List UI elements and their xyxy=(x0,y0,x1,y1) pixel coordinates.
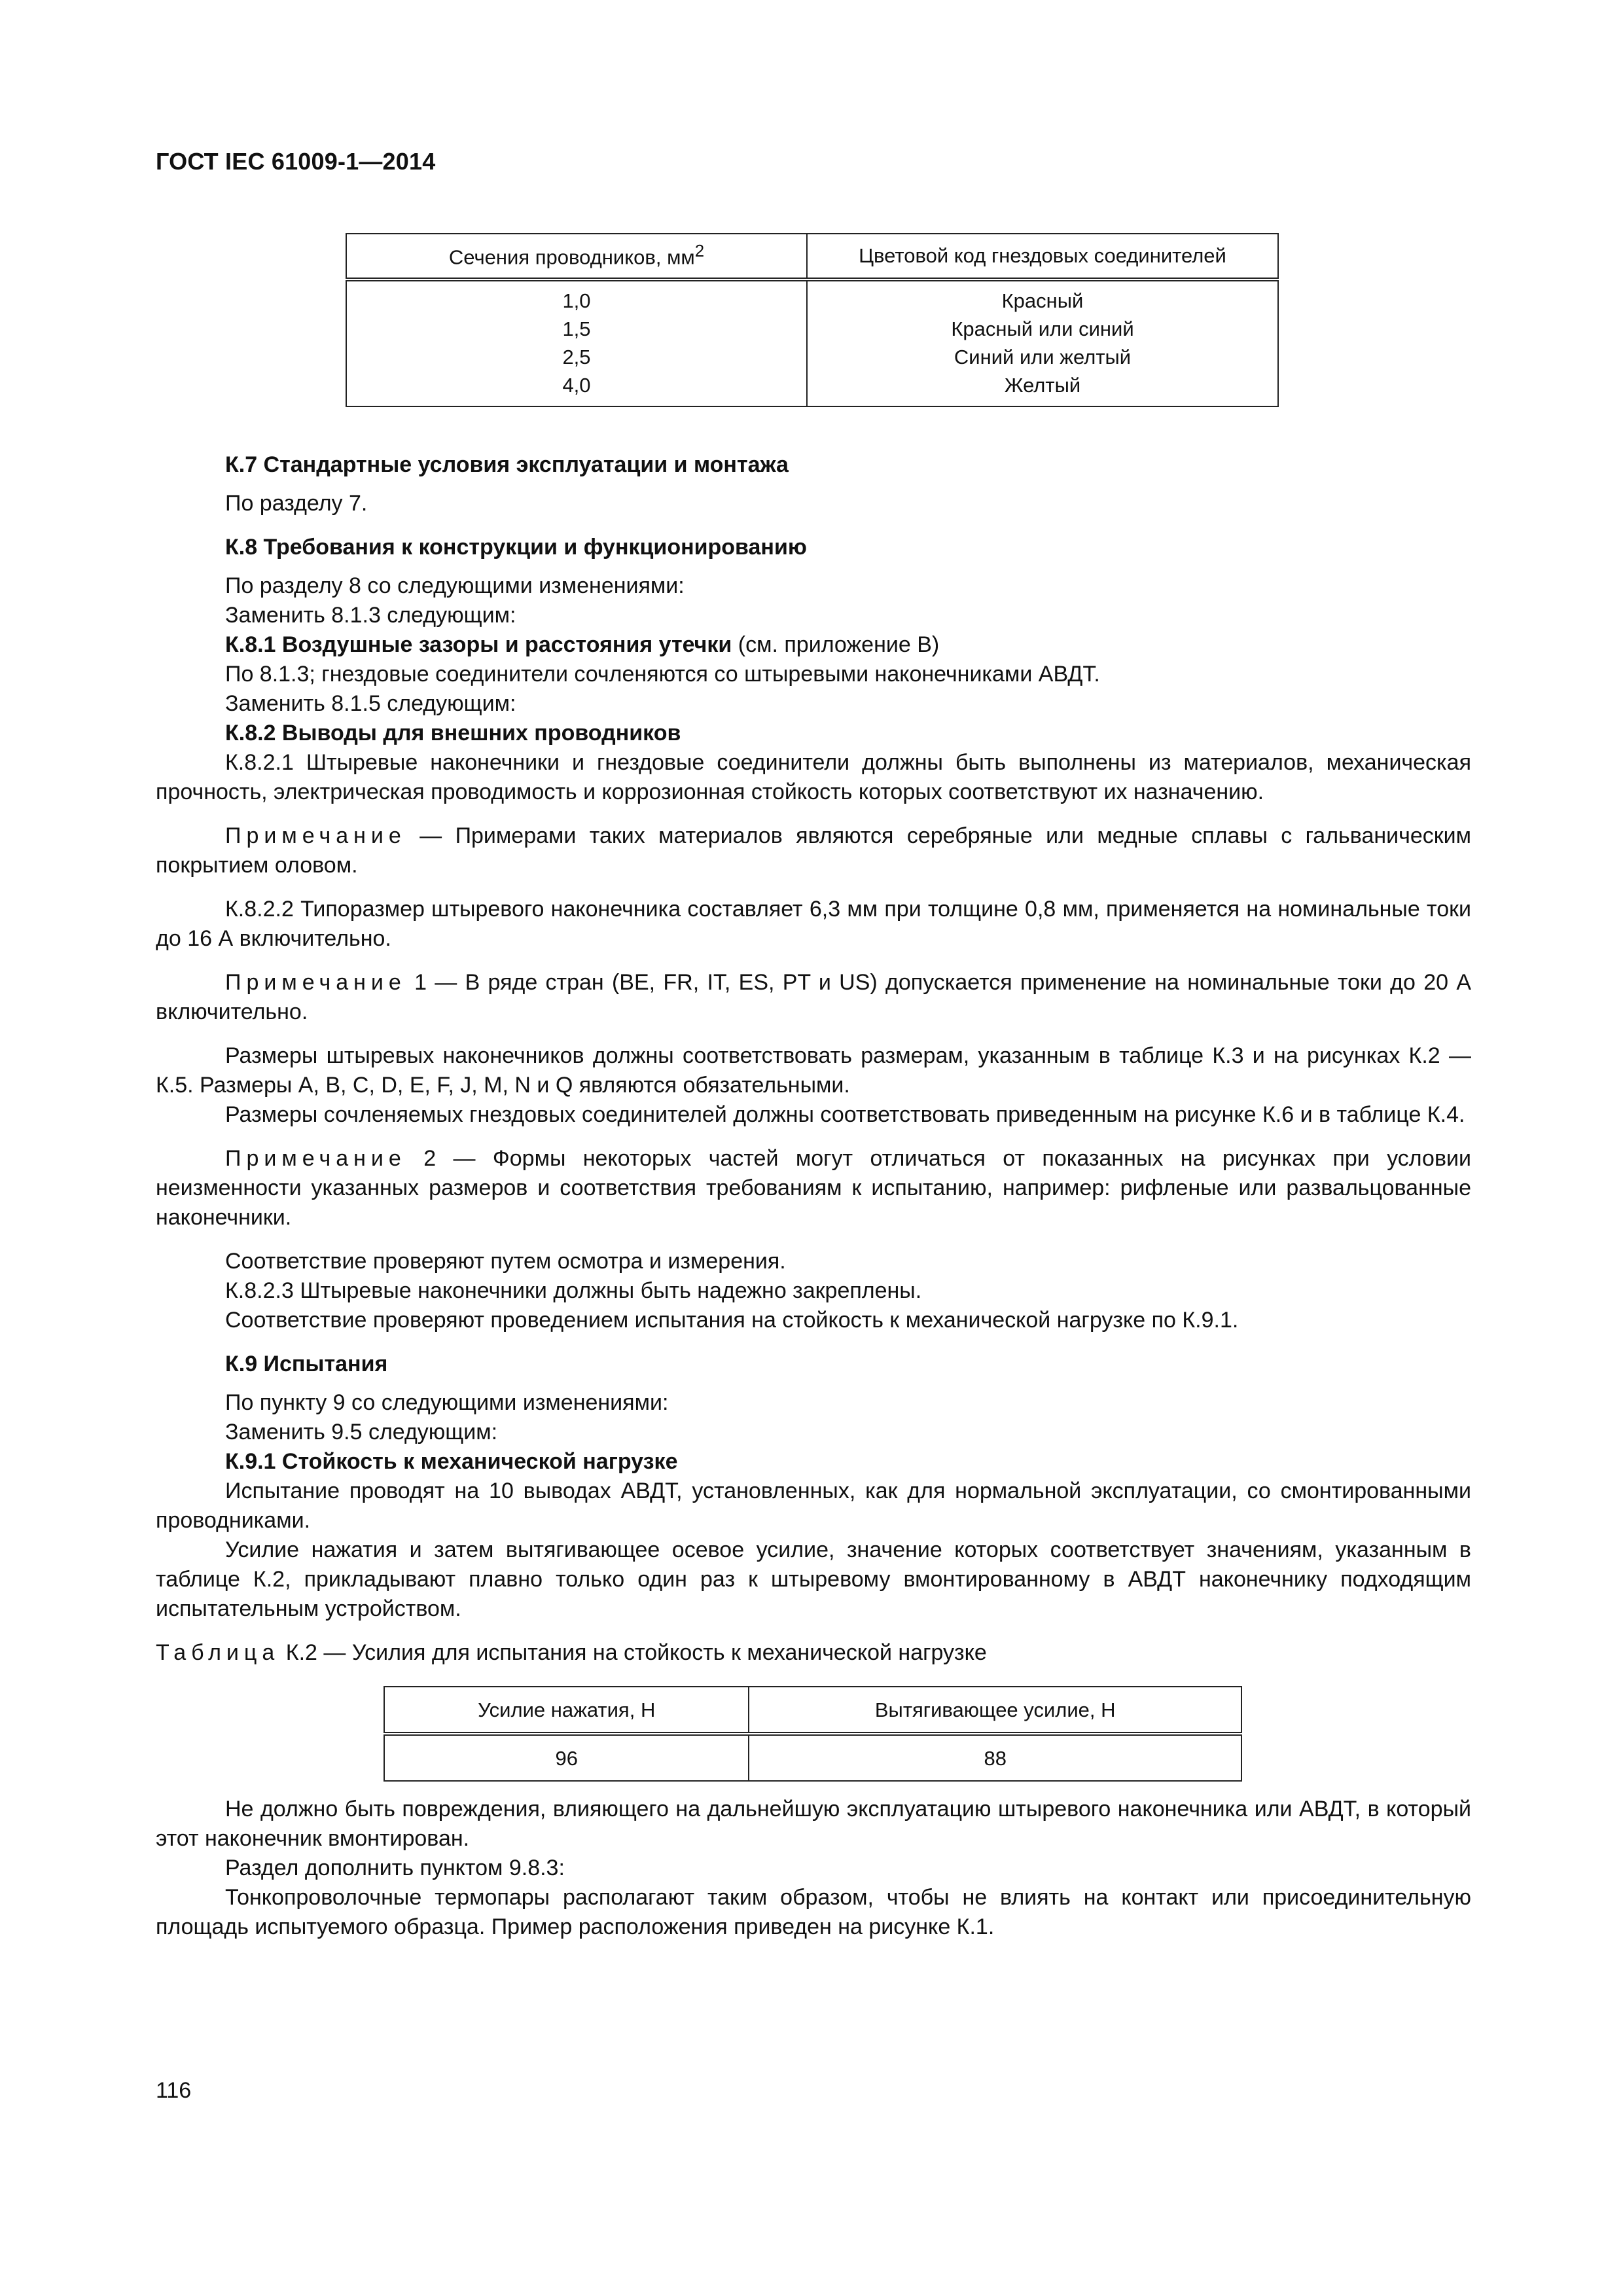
table2-push-value: 96 xyxy=(384,1734,749,1781)
paragraph: Заменить 9.5 следующим: xyxy=(225,1420,498,1444)
paragraph: Тонкопроволочные термопары располагают таким образом, чтобы не влиять на контакт или присоединительную площадь испытуемого образца. Пример расположения приведен на рисунке К.1. xyxy=(156,1885,1471,1939)
paragraph: Соответствие проверяют путем осмотра и измерения. xyxy=(225,1249,786,1274)
note-label: Примечание xyxy=(225,823,406,848)
table1-color-value: Красный xyxy=(1001,289,1084,312)
table-label: Таблица xyxy=(156,1640,280,1665)
paragraph: Усилие нажатия и затем вытягивающее осевое усилие, значение которых соответствует значениям, указанным в таблице К.2, прикладывают плавно только один раз к штыревому вмонтированному в АВДТ наконечнику подходящим испытательным устройством. xyxy=(156,1537,1471,1621)
table1-color-value: Красный или синий xyxy=(951,317,1134,340)
mechanical-load-table xyxy=(383,1686,1242,1782)
paragraph: По пункту 9 со следующими изменениями: xyxy=(225,1390,669,1415)
paragraph: Не должно быть повреждения, влияющего на дальнейшую эксплуатацию штыревого наконечника или АВДТ, в который этот наконечник вмонтирован. xyxy=(156,1797,1471,1851)
section-heading-k7: К.7 Стандартные условия эксплуатации и монтажа xyxy=(225,452,789,477)
table2-caption: Таблица К.2 — Усилия для испытания на стойкость к механической нагрузке xyxy=(156,1640,987,1665)
paragraph: По разделу 7. xyxy=(225,491,368,516)
paragraph: К.8.2.3 Штыревые наконечники должны быть надежно закреплены. xyxy=(225,1278,922,1303)
note-label: Примечание xyxy=(225,1146,406,1171)
paragraph: К.8.1 Воздушные зазоры и расстояния утечки (см. приложение В) xyxy=(225,632,940,657)
table1-colors-cell xyxy=(807,279,1278,406)
paragraph: Заменить 8.1.3 следующим: xyxy=(225,603,516,628)
table1-color-value: Синий или желтый xyxy=(954,346,1132,368)
paragraph: По 8.1.3; гнездовые соединители сочленяются со штыревыми наконечниками АВДТ. xyxy=(225,662,1100,687)
table2-header-push-force: Усилие нажатия, Н xyxy=(384,1687,749,1734)
paragraph: По разделу 8 со следующими изменениями: xyxy=(225,573,685,598)
document-header: ГОСТ IEC 61009-1—2014 xyxy=(156,148,436,175)
document-body xyxy=(156,450,1471,1942)
paragraph: К.8.2.1 Штыревые наконечники и гнездовые соединители должны быть выполнены из материалов, механическая прочность, электрическая проводимость и коррозионная стойкость которых соответствуют их назначению. xyxy=(156,750,1471,804)
paragraph: К.8.2.2 Типоразмер штыревого наконечника составляет 6,3 мм при толщине 0,8 мм, применяется на номинальные токи до 16 А включительно. xyxy=(156,897,1471,951)
table1-section-value: 4,0 xyxy=(562,374,591,397)
paragraph: Размеры штыревых наконечников должны соответствовать размерам, указанным в таблице К.3 и на рисунках К.2 — К.5. Размеры А, В, С, D, E, F, J, M, N и Q являются обязательными. xyxy=(156,1043,1471,1098)
subsection-heading-k81: К.8.1 Воздушные зазоры и расстояния утечки xyxy=(225,632,732,657)
subsection-heading-k91: К.9.1 Стойкость к механической нагрузке xyxy=(225,1449,678,1474)
page-number: 116 xyxy=(156,2078,192,2103)
table1-section-value: 2,5 xyxy=(562,346,591,368)
section-heading-k9: К.9 Испытания xyxy=(225,1352,388,1376)
table1-sections-cell xyxy=(346,279,807,406)
paragraph: Размеры сочленяемых гнездовых соединителей должны соответствовать приведенным на рисунке К.6 и в таблице К.4. xyxy=(225,1102,1465,1127)
paragraph: Заменить 8.1.5 следующим: xyxy=(225,691,516,716)
note: Примечание 2 — Формы некоторых частей могут отличаться от показанных на рисунках при условии неизменности указанных размеров и соответствия требованиям к испытанию, например: рифленые или развальцованные наконечники. xyxy=(156,1146,1471,1230)
table1-section-value: 1,0 xyxy=(562,289,591,312)
paragraph: Раздел дополнить пунктом 9.8.3: xyxy=(225,1856,565,1880)
paragraph: Соответствие проверяют проведением испытания на стойкость к механической нагрузке по К.9.1. xyxy=(225,1308,1239,1333)
paragraph: Испытание проводят на 10 выводах АВДТ, установленных, как для нормальной эксплуатации, со смонтированными проводниками. xyxy=(156,1479,1471,1533)
subsection-heading-k82: К.8.2 Выводы для внешних проводников xyxy=(225,721,681,745)
conductor-color-table xyxy=(346,233,1279,407)
section-heading-k8: К.8 Требования к конструкции и функционированию xyxy=(225,535,807,560)
table1-color-value: Желтый xyxy=(1004,374,1081,397)
table2-wrapper xyxy=(156,1668,1471,1780)
note: Примечание — Примерами таких материалов являются серебряные или медные сплавы с гальваническим покрытием оловом. xyxy=(156,823,1471,878)
table1-header-sections: Сечения проводников, $мм^2$ xyxy=(346,234,807,279)
table2-header-pull-force: Вытягивающее усилие, Н xyxy=(749,1687,1241,1734)
table1-section-value: 1,5 xyxy=(562,317,591,340)
note: Примечание 1 — В ряде стран (BE, FR, IT, ES, PT и US) допускается применение на номинальные токи до 20 А включительно. xyxy=(156,970,1471,1024)
note-label: Примечание xyxy=(225,970,406,995)
table2-pull-value: 88 xyxy=(749,1734,1241,1781)
table1-header-color-code: Цветовой код гнездовых соединителей xyxy=(807,234,1278,279)
